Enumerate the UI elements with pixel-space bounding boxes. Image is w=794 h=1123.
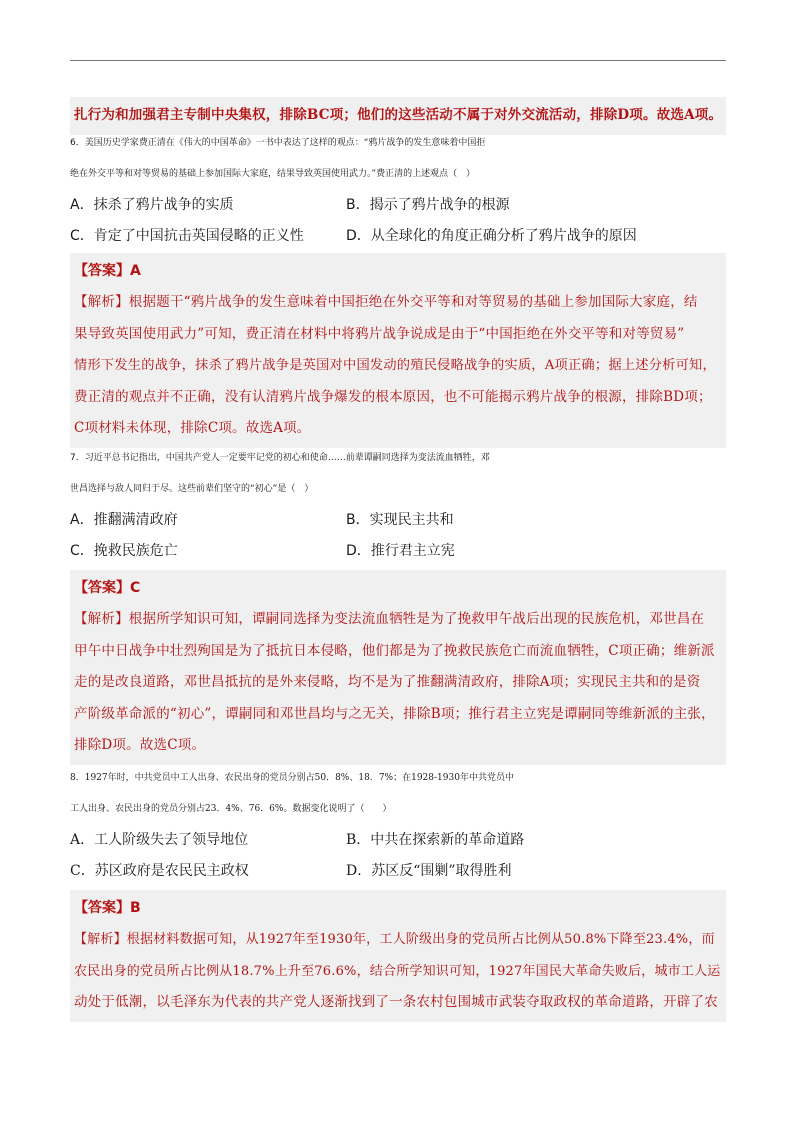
option-d: D．从全球化的角度正确分析了鸦片战争的原因 (346, 228, 637, 244)
answer-label: 【答案】B (74, 900, 141, 916)
analysis-line: 果导致英国使用武力”可知，费正清在材料中将鸦片战争说成是由于“中国拒绝在外交平等和对等贸易” (74, 325, 685, 342)
answer-label: 【答案】C (74, 580, 141, 596)
analysis-line: 费正清的观点并不正确，没有认清鸦片战争爆发的根本原因，也不可能揭示鸦片战争的根源，排除BD项； (74, 388, 712, 405)
question-stem-line: 7．习近平总书记指出，中国共产党人一定要牢记党的初心和使命……前辈谭嗣同选择为变法流血牺牲，邓 (70, 453, 490, 463)
question-stem-line: 世昌选择与敌人同归于尽。这些前辈们坚守的“初心”是（ ） (70, 484, 314, 494)
question-stem-line: 8．1927年时，中共党员中工人出身、农民出身的党员分别占50．8%、18．7%；在1928-1930年中共党员中 (70, 773, 514, 783)
option-b: B．中共在探索新的革命道路 (346, 832, 525, 848)
analysis-line: C项材料未体现，排除C项。故选A项。 (74, 420, 311, 436)
option-c: C．肯定了中国抗击英国侵略的正义性 (70, 228, 304, 244)
option-d: D．苏区反“围剿”取得胜利 (346, 863, 512, 879)
options-row (70, 536, 726, 567)
options-row (70, 856, 726, 887)
analysis-line: 【解析】根据材料数据可知，从1927年至1930年，工人阶级出身的党员所占比例从50.8%下降至23.4%，而 (74, 932, 715, 947)
option-c: C．挽救民族危亡 (70, 543, 178, 559)
option-c: C．苏区政府是农民民主政权 (70, 863, 249, 879)
question-8 (70, 763, 726, 887)
question-stem-line: 绝在外交平等和对等贸易的基础上参加国际大家庭，结果导致英国使用武力。”费正清的上述观点（ ） (70, 169, 476, 179)
option-b: B．实现民主共和 (346, 512, 454, 528)
option-a: A．抹杀了鸦片战争的实质 (70, 197, 234, 213)
options-row (70, 221, 726, 252)
options-row (70, 825, 726, 856)
options-row (70, 190, 726, 221)
option-d: D．推行君主立宪 (346, 543, 455, 559)
analysis-line: 情形下发生的战争，抹杀了鸦片战争是英国对中国发动的殖民侵略战争的实质，A项正确；据上述分析可知， (74, 358, 716, 373)
options-row (70, 505, 726, 536)
option-b: B．揭示了鸦片战争的根源 (346, 197, 510, 213)
analysis-line: 产阶级革命派的“初心”，谭嗣同和邓世昌均与之无关，排除B项；推行君主立宪是谭嗣同等维新派的主张， (74, 705, 715, 722)
analysis-line: 【解析】根据所学知识可知，谭嗣同选择为变法流血牺牲是为了挽救甲午战后出现的民族危机，邓世昌在 (74, 611, 705, 627)
analysis-line: 【解析】根据题干“鸦片战争的发生意味着中国拒绝在外交平等和对等贸易的基础上参加国际大家庭，结 (74, 294, 698, 310)
analysis-line: 走的是改良道路，邓世昌抵抗的是外来侵略，均不是为了推翻满清政府，排除A项；实现民主共和的是资 (74, 674, 701, 690)
answer-label: 【答案】A (74, 263, 141, 279)
answer-8-box (70, 890, 726, 1022)
header-rule (70, 60, 726, 61)
option-a: A．推翻满清政府 (70, 512, 178, 528)
question-6 (70, 128, 726, 252)
analysis-line: 农民出身的党员所占比例从18.7%上升至76.6%，结合所学知识可知，1927年国民大革命失败后，城市工人运 (74, 963, 721, 979)
analysis-line: 排除D项。故选C项。 (74, 737, 206, 753)
question-stem-line: 工人出身、农民出身的党员分别占23．4%、76．6%。数据变化说明了（ ） (70, 804, 392, 814)
analysis-line: 甲午中日战争中壮烈殉国是为了抵抗日本侵略，他们都是为了挽救民族危亡而流血牺牲，C项正确；维新派 (74, 642, 715, 659)
answer-6-box (70, 253, 726, 448)
question-7 (70, 443, 726, 567)
analysis-line: 动处于低潮，以毛泽东为代表的共产党人逐渐找到了一条农村包围城市武装夺取政权的革命道路，开辟了农 (74, 994, 718, 1010)
question-stem-line: 6．美国历史学家费正清在《伟大的中国革命》一书中表达了这样的观点：“鸦片战争的发生意味着中国拒 (70, 138, 486, 148)
option-a: A．工人阶级失去了领导地位 (70, 832, 249, 848)
analysis-line: 扎行为和加强君主专制中央集权，排除BC项；他们的这些活动不属于对外交流活动，排除D项。故选A项。 (74, 107, 723, 123)
answer-7-box (70, 570, 726, 765)
